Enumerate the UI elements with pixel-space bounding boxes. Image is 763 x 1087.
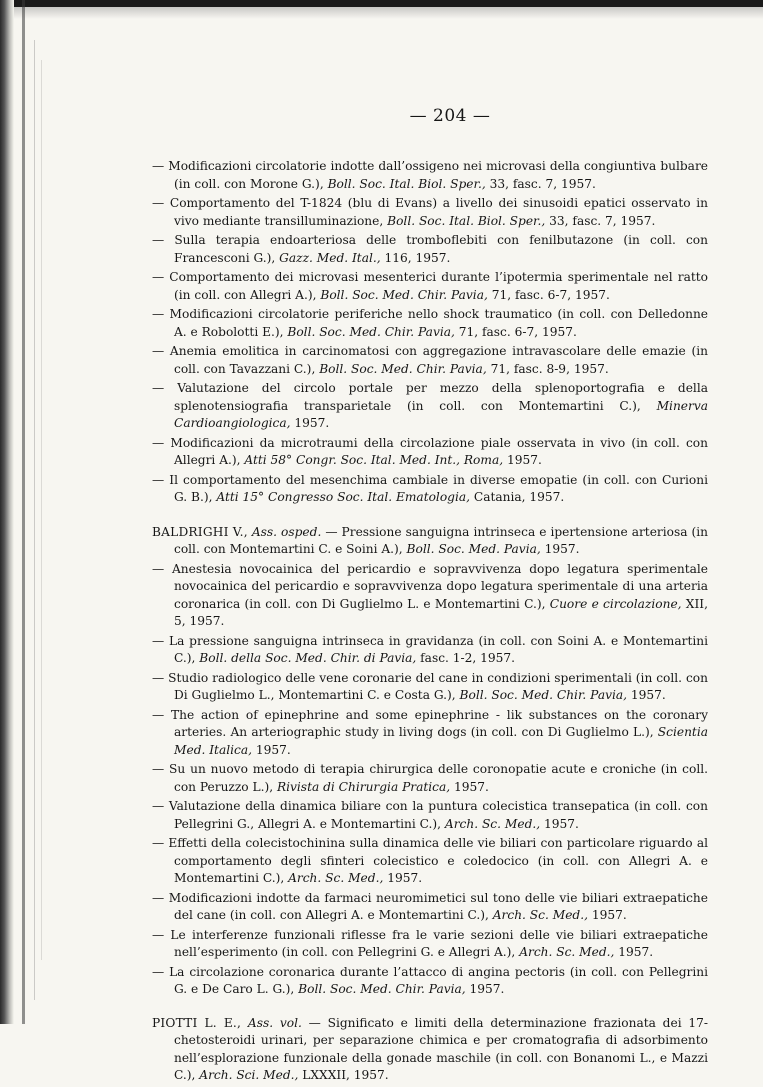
bibliography-entry: — Il comportamento del mesenchima cambiale in diverse emopatie (in coll. con Curioni G. B.), Atti 15° Congresso Soc. Ital. Ematologia, Catania, 1957. bbox=[152, 472, 708, 504]
bibliography-entry: — Sulla terapia endoarteriosa delle tromboflebiti con fenilbutazone (in coll. con Francesconi G.), Gazz. Med. Ital., 116, 1957. bbox=[152, 233, 708, 265]
bibliography-entry: — Modificazioni da microtraumi della circolazione piale osservata in vivo (in coll. con Allegri A.), Atti 58° Congr. Soc. Ital. Med. Int., Roma, 1957. bbox=[152, 435, 708, 467]
bibliography-entry: — The action of epinephrine and some epinephrine - lik substances on the coronary arteries. An arteriographic study in living dogs (in coll. con Di Guglielmo L.), Scientia Med. Italica, 1957. bbox=[152, 707, 708, 757]
author-role: Ass. vol. bbox=[247, 1015, 302, 1030]
section-continuation bbox=[152, 158, 708, 507]
bibliography-entry: — Modificazioni circolatorie indotte dall’ossigeno nei microvasi della congiuntiva bulbare (in coll. con Morone G.), Boll. Soc. Ital. Biol. Sper., 33, fasc. 7, 1957. bbox=[152, 159, 708, 191]
bibliography-entry: — Comportamento dei microvasi mesenterici durante l’ipotermia sperimentale nel ratto (in coll. con Allegri A.), Boll. Soc. Med. Chir. Pavia, 71, fasc. 6-7, 1957. bbox=[152, 270, 708, 302]
bibliography-entry: — La circolazione coronarica durante l’attacco di angina pectoris (in coll. con Pellegrini G. e De Caro L. G.), Boll. Soc. Med. Chir. Pavia, 1957. bbox=[152, 964, 708, 996]
scan-top-shadow bbox=[0, 7, 763, 19]
author-entry: PIOTTI L. E., Ass. vol. — Significato e limiti della determinazione frazionata dei 17-chetosteroidi urinari, per separazione chimica e per cromatografia di adsorbimento nell’esplorazione funzionale della gonade maschile (in coll. con Bonanomi L., e Mazzi C.), Arch. Sci. Med., LXXXII, 1957. bbox=[152, 1015, 709, 1082]
scan-binding-line bbox=[34, 40, 35, 1000]
section-baldrighi bbox=[152, 524, 708, 999]
bibliography-entry: — Su un nuovo metodo di terapia chirurgica delle coronopatie acute e croniche (in coll. con Peruzzo L.), Rivista di Chirurgia Pratica, 1957. bbox=[152, 762, 708, 794]
bibliography-entry: — Comportamento del T-1824 (blu di Evans) a livello dei sinusoidi epatici osservato in vivo mediante transilluminazione, Boll. Soc. Ital. Biol. Sper., 33, fasc. 7, 1957. bbox=[152, 196, 708, 228]
page-number: — 204 — bbox=[409, 106, 491, 126]
bibliography-entry: — La pressione sanguigna intrinseca in gravidanza (in coll. con Soini A. e Montemartini C.), Boll. della Soc. Med. Chir. di Pavia, fasc. 1-2, 1957. bbox=[152, 633, 708, 665]
scan-binding-line bbox=[41, 60, 42, 960]
author-name: PIOTTI L. E., bbox=[152, 1015, 242, 1030]
author-entry: BALDRIGHI V., Ass. osped. — Pressione sanguigna intrinseca e ipertensione arteriosa (in coll. con Montemartini C. e Soini A.), Boll. Soc. Med. Pavia, 1957. bbox=[152, 524, 709, 556]
bibliography bbox=[152, 158, 708, 1087]
section-piotti bbox=[152, 1015, 708, 1085]
scan-binding-edge bbox=[0, 0, 14, 1024]
bibliography-entry: — Valutazione della dinamica biliare con la puntura colecistica transepatica (in coll. con Pellegrini G., Allegri A. e Montemartini C.), Arch. Sc. Med., 1957. bbox=[152, 799, 708, 831]
scan-binding-line bbox=[22, 0, 25, 1024]
scan-top-border bbox=[0, 0, 763, 7]
bibliography-entry: — Effetti della colecistochinina sulla dinamica delle vie biliari con particolare riguardo al comportamento degli sfinteri colecistico e coledocico (in coll. con Allegri A. e Montemartini C.), Arch. Sc. Med., 1957. bbox=[152, 836, 708, 885]
bibliography-entry: — Modificazioni indotte da farmaci neuromimetici sul tono delle vie biliari extraepatiche del cane (in coll. con Allegri A. e Montemartini C.), Arch. Sc. Med., 1957. bbox=[152, 890, 708, 922]
bibliography-entry: — Studio radiologico delle vene coronarie del cane in condizioni sperimentali (in coll. con Di Guglielmo L., Montemartini C. e Costa G.), Boll. Soc. Med. Chir. Pavia, 1957. bbox=[152, 670, 708, 702]
bibliography-entry: — Valutazione del circolo portale per mezzo della splenoportografia e della splenotensiografia transparietale (in coll. con Montemartini C.), Minerva Cardioangiologica, 1957. bbox=[152, 381, 708, 430]
bibliography-entry: — Modificazioni circolatorie periferiche nello shock traumatico (in coll. con Delledonne A. e Robolotti E.), Boll. Soc. Med. Chir. Pavia, 71, fasc. 6-7, 1957. bbox=[152, 307, 708, 339]
author-role: Ass. osped. bbox=[251, 524, 322, 539]
author-name: BALDRIGHI V., bbox=[152, 524, 248, 539]
bibliography-entry: — Anestesia novocainica del pericardio e sopravvivenza dopo legatura sperimentale novocainica del pericardio e sopravvivenza dopo legatura sperimentale di una arteria coronarica (in coll. con Di Guglielmo L. e Montemartini C.), Cuore e circolazione, XII, 5, 1957. bbox=[152, 561, 708, 628]
bibliography-entry: — Le interferenze funzionali riflesse fra le varie sezioni delle vie biliari extraepatiche nell’esperimento (in coll. con Pellegrini G. e Allegri A.), Arch. Sc. Med., 1957. bbox=[152, 927, 708, 959]
bibliography-entry: — Anemia emolitica in carcinomatosi con aggregazione intravascolare delle emazie (in coll. con Tavazzani C.), Boll. Soc. Med. Chir. Pavia, 71, fasc. 8-9, 1957. bbox=[152, 344, 708, 376]
